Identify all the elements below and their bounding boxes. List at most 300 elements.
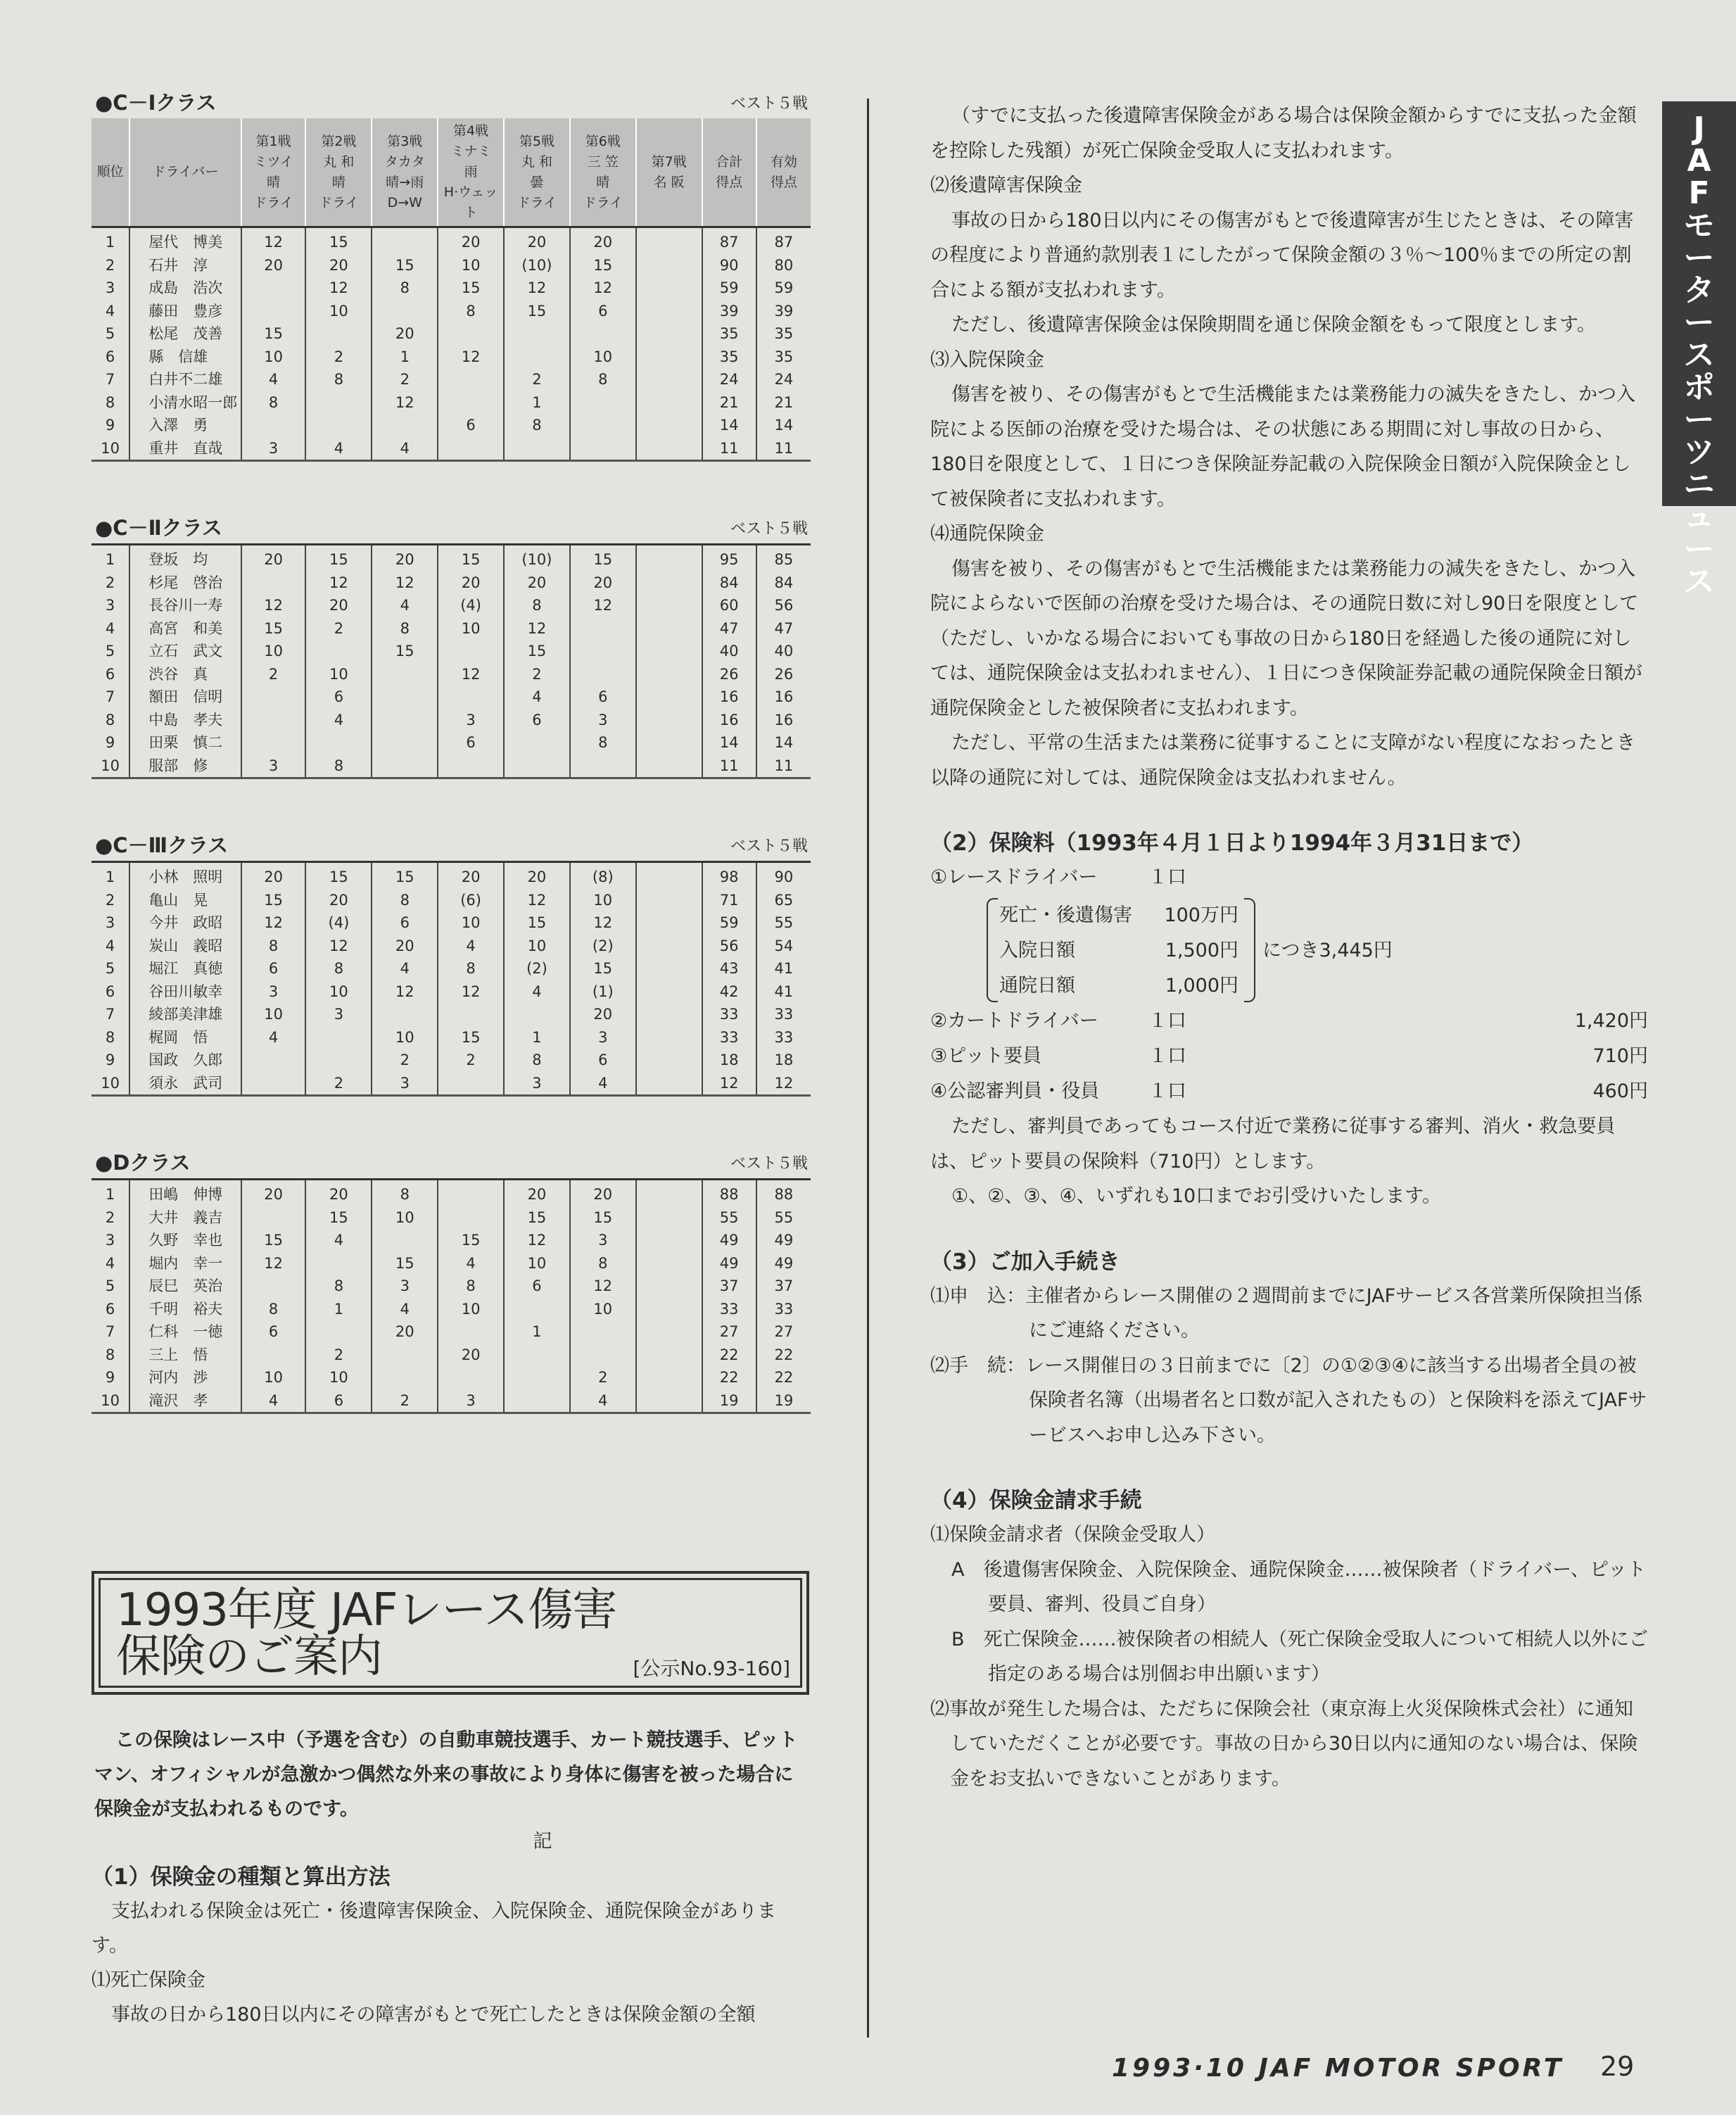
points-cell [372,1229,438,1252]
points-cell: 4 [241,1026,306,1049]
rank-cell: 9 [91,1366,129,1389]
points-cell: 20 [438,572,504,595]
accident-notice: ⑵事故が発生した場合は、ただちに保険会社（東京海上火災保険株式会社）に通知していただくことが必要です。事故の日から30日以内に通知のない場合は、保険金をお支払いできないことがあります。 [930,1698,1638,1790]
driver-name: 重井 直哉 [129,437,241,461]
table-row [91,300,811,323]
table-row [91,889,811,912]
points-cell [636,1072,702,1096]
points-cell: 4 [372,957,438,980]
points-cell: 15 [570,545,636,572]
points-cell: 15 [372,640,438,663]
points-cell [636,300,702,323]
driver-name: 堀内 幸一 [129,1252,241,1275]
driver-name: 松尾 茂善 [129,322,241,346]
points-cell: (4) [438,594,504,617]
points-cell [438,1072,504,1096]
points-cell: 6 [372,911,438,935]
points-cell [438,686,504,709]
points-cell: 2 [241,663,306,686]
points-cell: 90 [774,869,794,886]
points-cell [438,1206,504,1230]
points-cell: 87 [702,227,756,254]
points-cell [504,1366,570,1389]
points-cell: 15 [504,300,570,323]
points-cell [636,437,702,461]
points-cell: 60 [702,594,756,617]
column-header: ドライバー [129,118,241,227]
points-cell: 26 [774,665,794,683]
points-cell [438,1366,504,1389]
points-cell [570,1344,636,1367]
points-cell: 10 [241,1366,306,1389]
points-cell: 10 [305,980,372,1004]
points-cell: 6 [504,1275,570,1298]
points-cell: 33 [702,1003,756,1026]
rank-cell: 7 [91,686,129,709]
points-cell [636,1180,702,1206]
driver-name: 梶岡 悟 [129,1026,241,1049]
points-cell: 10 [241,346,306,369]
points-cell [570,663,636,686]
points-cell: 20 [372,935,438,958]
points-cell [636,911,702,935]
points-cell: 20 [241,254,306,277]
points-cell [636,1366,702,1389]
points-cell: 49 [774,1254,794,1272]
rank-cell: 2 [91,254,129,277]
points-cell: 95 [702,545,756,572]
points-cell: 24 [774,371,794,389]
rank-cell: 6 [91,663,129,686]
section-4-heading: （4）保険金請求手続 [930,1488,1142,1513]
standings-table [91,543,811,779]
points-cell: 56 [702,935,756,958]
points-cell: 4 [305,1229,372,1252]
points-cell: 8 [438,957,504,980]
footer-issue: 1993·10 JAF MOTOR SPORT [1112,2054,1564,2083]
points-cell [438,368,504,391]
points-cell: 24 [702,368,756,391]
points-cell: 10 [438,911,504,935]
notice-title-box [91,1571,809,1695]
points-cell: 59 [702,911,756,935]
points-cell: 1 [504,391,570,415]
points-cell: 12 [504,889,570,912]
points-cell: 6 [570,300,636,323]
points-cell: 11 [702,755,756,778]
points-cell: 55 [774,914,794,932]
driver-name: 大井 義吉 [129,1206,241,1230]
points-cell: 2 [305,1072,372,1096]
points-cell: 12 [570,911,636,935]
points-cell: 12 [438,663,504,686]
table-row [91,686,811,709]
coverage-row: 死亡・後遺傷害 100万円 [999,904,1238,926]
points-cell: 12 [504,277,570,300]
rank-cell: 2 [91,889,129,912]
points-cell: (4) [305,911,372,935]
points-cell: 65 [774,891,794,909]
points-cell: 84 [702,572,756,595]
points-cell [241,572,306,595]
coverage-premium: につき3,445円 [1262,940,1393,961]
points-cell: 27 [702,1320,756,1344]
points-cell [636,862,702,889]
points-cell: 47 [702,617,756,640]
rank-cell: 5 [91,640,129,663]
points-cell: 80 [774,256,794,274]
points-cell: 27 [774,1323,794,1341]
points-cell: 55 [774,1208,794,1226]
procedure-text: ⑵手 続：レース開催日の３日前までに〔2〕の①②③④に該当する出場者全員の被保険者名簿（出場者名と口数が記入されたもの）と保険料を添えてJAFサービスへお申し込み下さい。 [930,1354,1647,1446]
points-cell: 59 [774,279,794,297]
points-cell [438,1180,504,1206]
points-cell [636,594,702,617]
rank-cell: 10 [91,1072,129,1096]
points-cell: 10 [504,935,570,958]
points-cell: 14 [774,417,794,434]
points-cell: 12 [570,594,636,617]
driver-name: 滝沢 孝 [129,1389,241,1413]
points-cell [570,322,636,346]
points-cell: 2 [305,1344,372,1367]
points-cell: 12 [570,1275,636,1298]
points-cell [636,1206,702,1230]
points-cell: 12 [774,1074,794,1092]
points-cell [504,755,570,778]
notice-title-line2: 保険のご案内 [116,1631,382,1683]
class-title: ●C－Ⅱクラス [95,516,222,540]
rank-cell: 7 [91,1003,129,1026]
points-cell: 8 [241,391,306,415]
points-cell [241,300,306,323]
points-cell [636,980,702,1004]
driver-name: 屋代 博美 [129,227,241,254]
driver-name: 谷田川敏幸 [129,980,241,1004]
rank-cell: 4 [91,300,129,323]
table-row [91,1275,811,1298]
points-cell [372,709,438,732]
notice-ki: 記 [533,1831,552,1852]
points-cell [636,1252,702,1275]
disability-limit: ただし、後遺障害保険金は保険期間を通じ保険金額をもって限度とします。 [951,314,1596,336]
driver-name: 久野 幸也 [129,1229,241,1252]
points-cell: 3 [372,1072,438,1096]
points-cell [570,640,636,663]
points-cell: 3 [438,709,504,732]
points-cell: 4 [504,686,570,709]
points-cell: 12 [504,617,570,640]
points-cell [636,254,702,277]
points-cell: 20 [504,227,570,254]
points-cell: 19 [774,1391,794,1409]
points-cell [636,1298,702,1321]
section-3-heading: （3）ご加入手続き [930,1249,1120,1275]
points-cell: 8 [305,368,372,391]
points-cell: 26 [702,663,756,686]
disability-text: 事故の日から180日以内にその傷害がもとで後遺障害が生じたときは、その障害の程度により普通約款別表１にしたがって保険金額の３％～100％までの所定の割合による額が支払われます。 [930,209,1634,301]
class-title: ●C－Ⅰクラス [95,91,217,115]
points-cell: 10 [504,1252,570,1275]
points-cell [372,755,438,778]
points-cell: 88 [774,1186,794,1204]
table-row [91,346,811,369]
points-cell: 4 [570,1389,636,1413]
rank-cell: 3 [91,911,129,935]
points-cell: 15 [372,862,438,889]
driver-name: 石井 淳 [129,254,241,277]
column-header: 第3戦 タカタ 晴→雨 D→W [372,118,438,227]
points-cell: 8 [305,755,372,778]
bracket-left [987,898,998,1002]
points-cell: 3 [504,1072,570,1096]
hospital-heading: ⑶入院保険金 [930,348,1044,371]
points-cell: 71 [702,889,756,912]
points-cell: 2 [504,368,570,391]
points-cell: 6 [241,1320,306,1344]
driver-name: 三上 悟 [129,1344,241,1367]
points-cell: 8 [241,1298,306,1321]
points-cell: 8 [372,889,438,912]
points-cell: 20 [241,545,306,572]
class-title: ●C－Ⅲクラス [95,833,229,857]
points-cell: 12 [241,911,306,935]
points-cell: 21 [702,391,756,415]
points-cell [570,414,636,437]
rank-cell: 2 [91,572,129,595]
points-cell [438,1320,504,1344]
bracket-right [1244,898,1255,1002]
points-cell [636,755,702,778]
driver-name: 小林 照明 [129,862,241,889]
points-cell: 20 [305,1180,372,1206]
points-cell: 12 [372,572,438,595]
table-row [91,277,811,300]
points-cell: 22 [702,1344,756,1367]
points-cell: 15 [305,227,372,254]
driver-name: 炭山 義昭 [129,935,241,958]
fee-note: ただし、審判員であってもコース付近で業務に従事する審判、消火・救急要員は、ピット要員の保険料（710円）とします。 [930,1116,1616,1173]
points-cell [636,686,702,709]
standings-table [91,861,811,1097]
points-cell: 15 [305,1206,372,1230]
points-cell [504,1003,570,1026]
points-cell: 6 [305,1389,372,1413]
points-cell [504,1298,570,1321]
points-cell: 12 [438,980,504,1004]
points-cell: 18 [774,1052,794,1069]
sidebar-label: J A F モ ー タ ー ス ポ ー ツ ニ ュ ー ス [1683,111,1715,600]
points-cell: 54 [774,937,794,954]
points-cell: 55 [702,1206,756,1230]
sidebar-section-tab [1662,101,1736,600]
points-cell: 10 [305,1366,372,1389]
points-cell [372,731,438,755]
points-cell [504,1344,570,1367]
points-cell: 15 [438,277,504,300]
table-row [91,755,811,778]
claimant-b: B 死亡保険金……被保険者の相続人（死亡保険金受取人について相続人以外にご指定のある場合は別個お申出願います） [951,1628,1648,1685]
points-cell: 4 [438,1252,504,1275]
points-cell: 15 [241,322,306,346]
points-cell [636,572,702,595]
table-row [91,1344,811,1367]
points-cell [636,1003,702,1026]
rank-cell: 9 [91,731,129,755]
rank-cell: 3 [91,277,129,300]
points-cell: 8 [305,1275,372,1298]
points-cell: 10 [570,346,636,369]
table-row [91,617,811,640]
death-text: 事故の日から180日以内にその障害がもとで死亡したときは保険金額の全額 [111,2004,756,2026]
table-row [91,1003,811,1026]
points-cell: 10 [570,889,636,912]
points-cell [636,1344,702,1367]
driver-name: 立石 武文 [129,640,241,663]
section-1-heading: （1）保険金の種類と算出方法 [91,1864,391,1890]
points-cell [504,437,570,461]
points-cell: 8 [504,594,570,617]
points-cell: 10 [372,1026,438,1049]
rank-cell: 6 [91,1298,129,1321]
points-cell: 18 [702,1049,756,1072]
points-cell [241,277,306,300]
points-cell [570,755,636,778]
fee-row-race-driver [930,860,1648,895]
points-cell [636,277,702,300]
table-row [91,1366,811,1389]
points-cell [570,437,636,461]
table-row [91,572,811,595]
column-header: 第4戦 ミナミ 雨 H·ウェット [438,118,504,227]
table-row [91,709,811,732]
points-cell: 8 [438,1275,504,1298]
points-cell: 15 [241,1229,306,1252]
rank-cell: 2 [91,1206,129,1230]
points-cell [241,1049,306,1072]
table-row [91,731,811,755]
points-cell: 16 [702,709,756,732]
points-cell [305,640,372,663]
standings-column [91,86,811,1463]
rank-cell: 5 [91,322,129,346]
column-header: 第7戦 名 阪 [636,118,702,227]
points-cell: 33 [774,1006,794,1023]
points-cell [438,1003,504,1026]
points-cell [636,731,702,755]
points-cell: 20 [438,862,504,889]
table-row [91,545,811,572]
table-row [91,1180,811,1206]
points-cell: 40 [774,643,794,660]
points-cell [372,300,438,323]
points-cell [305,1049,372,1072]
points-cell: 4 [305,709,372,732]
column-header: 第1戦 ミツイ 晴 ドライ [241,118,306,227]
points-cell: 11 [774,439,794,457]
driver-name: 国政 久郎 [129,1049,241,1072]
driver-name: 服部 修 [129,755,241,778]
points-cell: 2 [305,346,372,369]
rank-cell: 9 [91,1049,129,1072]
table-row [91,640,811,663]
table-row [91,227,811,254]
points-cell: 39 [702,300,756,323]
points-cell [636,322,702,346]
driver-name: 登坂 均 [129,545,241,572]
driver-name: 成島 浩次 [129,277,241,300]
application-text: ⑴申 込：主催者からレース開催の２週間前までにJAFサービス各営業所保険担当係にご連絡ください。 [930,1284,1643,1341]
points-cell: 41 [774,960,794,978]
points-cell: 15 [438,545,504,572]
rank-cell: 10 [91,1389,129,1413]
table-row [91,1072,811,1096]
column-header: 第6戦 三 笠 晴 ドライ [570,118,636,227]
points-cell: 15 [372,1252,438,1275]
points-cell: 6 [504,709,570,732]
points-cell: 6 [438,414,504,437]
points-cell [305,1320,372,1344]
points-cell: 47 [774,619,794,637]
points-cell: 8 [372,1180,438,1206]
points-cell [372,663,438,686]
points-cell [504,731,570,755]
points-cell: 10 [241,640,306,663]
points-cell [241,1072,306,1096]
points-cell: 39 [774,302,794,320]
points-cell [241,1206,306,1230]
points-cell: 33 [774,1028,794,1046]
points-cell: 2 [372,368,438,391]
points-cell: 10 [372,1206,438,1230]
points-cell: 12 [305,277,372,300]
points-cell: (10) [504,254,570,277]
points-cell: 4 [504,980,570,1004]
points-cell: 4 [305,437,372,461]
points-cell [241,1344,306,1367]
points-cell: 11 [774,757,794,774]
points-cell [636,663,702,686]
table-row [91,594,811,617]
fee-label: ①レースドライバー [930,866,1098,888]
points-cell: 2 [438,1049,504,1072]
rank-cell: 8 [91,709,129,732]
points-cell: 20 [241,862,306,889]
points-cell: 4 [241,1389,306,1413]
rank-cell: 10 [91,437,129,461]
table-row [91,322,811,346]
points-cell: 37 [702,1275,756,1298]
points-cell [305,391,372,415]
section-1-text: 支払われる保険金は死亡・後遺障害保険金、入院保険金、通院保険金があります。 [91,1900,776,1957]
notice-intro: この保険はレース中（予選を含む）の自動車競技選手、カート競技選手、ピットマン、オフィシャルが急激かつ偶然な外来の事故により身体に傷害を被った場合に保険金が支払われるものです。 [94,1729,798,1820]
points-cell: 3 [438,1389,504,1413]
points-cell [305,731,372,755]
points-cell [636,545,702,572]
points-cell [504,346,570,369]
page-number: 29 [1600,2051,1635,2082]
points-cell: 4 [372,437,438,461]
points-cell: 20 [570,227,636,254]
outpatient-text: 傷害を被り、その傷害がもとで生活機能または業務能力の減失をきたし、かつ入院によらないで医師の治療を受けた場合は、その通院日数に対し90日を限度として（ただし、いかなる場合においても事故の日から180日を経過した後の通院に対しては、通院保険金は支払われません）、１日につき保険証券記載の通院保険金日額が通院保険金とした被保険者に支払われます。 [930,557,1642,719]
points-cell: 6 [438,731,504,755]
points-cell [636,346,702,369]
claimant-a: A 後遺傷害保険金、入院保険金、通院保険金……被保険者（ドライバー、ピット要員、審判、役員ご自身） [951,1558,1646,1615]
points-cell: 8 [570,1252,636,1275]
points-cell: 4 [570,1072,636,1096]
points-cell: 12 [241,594,306,617]
driver-name: 額田 信明 [129,686,241,709]
